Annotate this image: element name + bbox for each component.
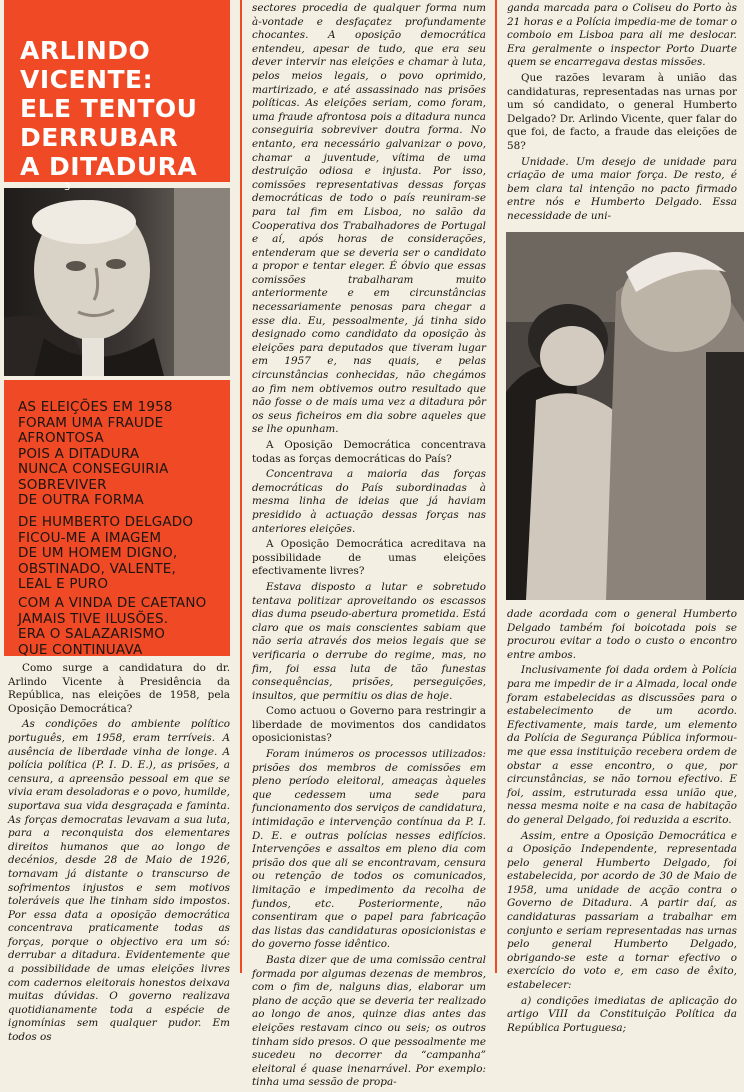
pullquote-2: DE HUMBERTO DELGADO FICOU-ME A IMAGEM DE UM HOMEM DIGNO, OBSTINADO, VALENTE, LEAL E PURO <box>18 514 194 592</box>
pullquote-block <box>4 380 230 656</box>
photo-number-mark: 3 <box>64 182 71 193</box>
pullquote-3: COM A VINDA DE CAETANO JAMAIS TIVE ILUSÕES. ERA O SALAZARISMO QUE CONTINUAVA <box>18 595 207 658</box>
article-column-3 <box>507 2 737 226</box>
column-rule-1 <box>240 0 242 973</box>
portrait-photo <box>4 182 230 376</box>
article-column-2 <box>252 2 486 1092</box>
answer-text: ganda marcada para o Coliseu do Porto às 21 horas e a Polícia impedia-me de tomar o comboio em Lisboa para ali me deslocar. Era geralmente o inspector Porto Duarte quem se encarregava destas missões. <box>507 2 737 69</box>
answer-text: Assim, entre a Oposição Democrática e a Oposição Independente, representada pelo general Humberto Delgado, foi estabelecida, por acordo de 30 de Maio de 1958, uma unidade de acção contra o Governo de Ditadura. A partir daí, as candidaturas passariam a trabalhar em conjunto e seriam representadas nas urnas pelo general Humberto Delgado, obrigando-se este a tornar efectivo o exercício do voto e, em caso de êxito, estabelecer: <box>507 829 737 992</box>
page-title: ARLINDO VICENTE: ELE TENTOU DERRUBAR A DITADURA <box>20 36 198 181</box>
answer-text: a) condições imediatas de aplicação do artigo VIII da Constituição Política da República Portuguesa; <box>507 994 737 1034</box>
answer-text: Estava disposto a lutar e sobretudo tentava politizar aproveitando os escassos dias duma pseudo-abertura prometida. Está claro que os mais conscientes sabiam que não seria através dos meios legais que se verificaria o derrube do regime, mas, no fim, foi essa luta de tão funestas consequências, prisões, perseguições, insultos, que permitiu os dias de hoje. <box>252 580 486 702</box>
question-text: Como surge a candidatura do dr. Arlindo Vicente à Presidência da República, nas eleições de 1958, pela Oposição Democrática? <box>8 662 230 715</box>
answer-text: Inclusivamente foi dada ordem à Polícia para me impedir de ir a Almada, local onde foram estabelecidas as discussões para o estabelecimento de um acordo. Efectivamente, mais tarde, um elemento da Polícia de Segurança Pública informou-me que essa instituição recebera ordem de obstar a esse encontro, o que, por circunstâncias, se não tornou efectivo. E foi, assim, estruturada essa união que, nessa mesma noite e na casa de habitação do general Delgado, foi reduzida a escrito. <box>507 664 737 826</box>
question-text: A Oposição Democrática acreditava na possibilidade de umas eleições efectivamente livres? <box>252 538 486 578</box>
embrace-illustration <box>506 232 744 600</box>
answer-text: Basta dizer que de uma comissão central formada por algumas dezenas de membros, com o fim de, nalguns dias, elaborar um plano de acção que se deveria ter realizado ao longo de anos, quinze dias antes das eleições restavam cinco ou seis; os outros tinham sido presos. O que pessoalmente me sucedeu no decorrer da “campanha” eleitoral é quase inenarrável. Por exemplo: tinha uma sessão de propa- <box>252 953 486 1089</box>
portrait-illustration <box>4 188 230 376</box>
answer-text: dade acordada com o general Humberto Delgado também foi boicotada pois se procurou evitar a todo o custo o encontro entre ambos. <box>507 608 737 661</box>
answer-text: Foram inúmeros os processos utilizados: prisões dos membros de comissões em pleno período eleitoral, ameaças àqueles que cedessem uma sede para funcionamento dos serviços de candidatura, intimidação e intervenção contínua da P. I. D. E. e outras polícias nesses edifícios. Intervenções e assaltos em pleno dia com prisão dos que ali se encontravam, censura ou retenção de todos os comunicados, limitação e impedimento da recolha de fundos, etc. Posteriormente, não consentiram que o papel para fabricação das listas das candidaturas oposicionistas e do governo fosse idêntico. <box>252 748 486 951</box>
answer-text: sectores procedia de qualquer forma num à-vontade e desfaçatez profundamente chocantes. A oposição democrática entendeu, apesar de tudo, que era seu dever intervir nas eleições e chamar à luta, pelos meios legais, o povo oprimido, martirizado, e até assassinado nas prisões políticas. As eleições seriam, como foram, uma fraude afrontosa pois a ditadura nunca conseguiria sobreviver doutra forma. No entanto, era necessário galvanizar o povo, chamar a juventude, vítima de uma destruição odiosa e injusta. Por isso, comissões representativas dessas forças democráticas de todo o país reuniram-se para tal fim em Lisboa, no salão da Cooperativa dos Trabalhadores de Portugal e aí, após horas de considerações, entenderam que se deveria ser o candidato a propor e tentar eleger. É óbvio que essas comissões trabalharam muito anteriormente e em circunstâncias necessariamente penosas para chegar a esse dia. Eu, pessoalmente, já tinha sido designado como candidato da oposição às eleições para deputados que tiveram lugar em 1957 e, nas quais, e pelas circunstâncias conhecidas, não chegámos ao fim nem obtivemos outro resultado que não fosse o de mais uma vez a ditadura pôr os seus ficheiros em dia sobre aqueles que se lhe opunham. <box>252 2 486 436</box>
article-column-1 <box>8 662 230 1047</box>
answer-text: As condições do ambiente político português, em 1958, eram terríveis. A ausência de liberdade vinha de longe. A polícia política (P. I. D. E.), as prisões, a censura, a apreensão pessoal em que se vivia eram desoladoras e o povo, humilde, suportava sua vida desgraçada e faminta. As forças democratas levavam a sua luta, para a reconquista dos elementares direitos humanos que ao longo de decénios, desde 28 de Maio de 1926, tornavam já distante o transcurso de sofrimentos injustos e sem motivos toleráveis que lhe tinham sido impostos. Por essa data a oposição democrática concentrava praticamente todas as forças, porque o objectivo era um só: derrubar a ditadura. Evidentemente que a possibilidade de umas eleições livres com cadernos eleitorais honestos deixava muitas dúvidas. O governo realizava quotidianamente toda a espécie de ignomínias sem qualquer pudor. Em todos os <box>8 718 230 1044</box>
answer-text: Concentrava a maioria das forças democráticas do País subordinadas à mesma linha de ideias que já haviam presidido à actuação dessas forças nas anteriores eleições. <box>252 468 486 535</box>
question-text: Que razões levaram à união das candidaturas, representadas nas urnas por um só candidato, o general Humberto Delgado? Dr. Arlindo Vicente, quer falar do que foi, de facto, a fraude das eleições de 58? <box>507 71 737 152</box>
title-banner <box>4 0 230 182</box>
column-rule-2 <box>495 0 497 973</box>
question-text: A Oposição Democrática concentrava todas as forças democráticas do País? <box>252 439 486 465</box>
embrace-photo <box>506 232 744 600</box>
article-column-3-continued <box>507 608 737 1037</box>
question-text: Como actuou o Governo para restringir a liberdade de movimentos dos candidatos oposicionistas? <box>252 705 486 745</box>
pullquote-1: AS ELEIÇÕES EM 1958 FORAM UMA FRAUDE AFRONTOSA POIS A DITADURA NUNCA CONSEGUIRIA SOBREVIVER DE OUTRA FORMA <box>18 399 173 508</box>
answer-text: Unidade. Um desejo de unidade para criação de uma maior força. De resto, é bem clara tal intenção no pacto firmado entre nós e Humberto Delgado. Essa necessidade de uni- <box>507 155 737 222</box>
